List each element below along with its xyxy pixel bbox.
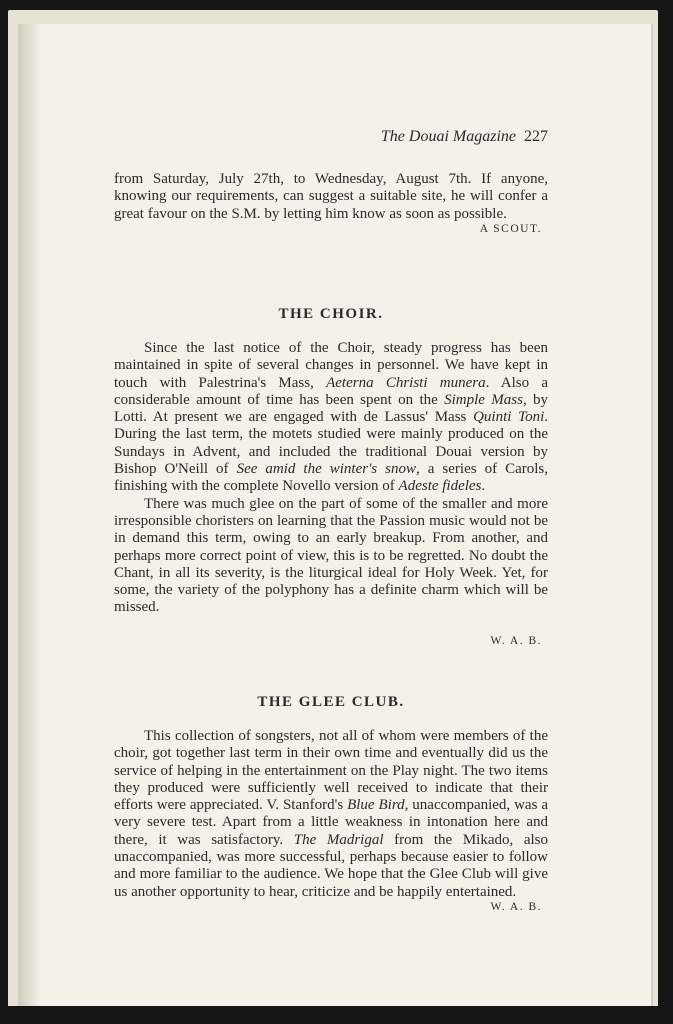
choir-heading: THE CHOIR. [278, 306, 384, 322]
choir-section [114, 340, 548, 649]
choir-signature: W. A. B. [490, 634, 542, 647]
intro-paragraph: from Saturday, July 27th, to Wednesday, August 7th. If anyone, knowing our requirements, can suggest a suitable site, he will confer a great favour on the S.M. by letting him know as soon as possible. [114, 171, 548, 222]
glee-club-heading: THE GLEE CLUB. [257, 694, 405, 710]
glee-club-section [114, 728, 548, 915]
page-number: 227 [524, 128, 548, 145]
intro-signature: A SCOUT. [479, 222, 542, 235]
choir-paragraph-1: Since the last notice of the Choir, steady progress has been maintained in spite of several changes in personnel. We have kept in touch with Palestrina's Mass, Aeterna Christi munera. Also a considerable amount of time has been spent on the Simple Mass, by Lotti. At present we are engaged with de Lassus' Mass Quinti Toni. During the last term, the motets studied were mainly produced on the Sundays in Advent, and included the traditional Douai version by Bishop O'Neill of See amid the winter's snow, a series of Carols, finishing with the complete Novello version of Adeste fideles. [114, 340, 549, 495]
intro-section [114, 171, 548, 237]
page-stack [8, 10, 658, 1010]
page-sheet [18, 24, 651, 1010]
binding-gutter [18, 24, 40, 1010]
choir-paragraph-2: There was much glee on the part of some of the smaller and more irresponsible choristers on learning that the Passion music would not be in demand this term, owing to an early breakup. From another, and perhaps more correct point of view, this is to be regretted. No doubt the Chant, in all its severity, is the liturgical ideal for Holy Week. Yet, for some, the variety of the polyphony has a definite charm which will be missed. [114, 495, 548, 616]
glee-club-paragraph: This collection of songsters, not all of whom were members of the choir, got together last term in their own time and eventually did us the service of helping in the entertainment on the Play night. The two items they produced were sufficiently well received to indicate that their efforts were appreciated. V. Stanford's Blue Bird, unaccompanied, was a very severe test. Apart from a little weakness in intonation here and there, it was satisfactory. The Madrigal from the Mikado, also unaccompanied, was more successful, perhaps because easier to follow and more familiar to the audience. We hope that the Glee Club will give us another opportunity to hear, criticize and be happily entertained. [114, 728, 549, 900]
scan-bottom-edge [0, 1006, 673, 1024]
magazine-title: The Douai Magazine [380, 128, 516, 145]
running-head [114, 127, 548, 147]
glee-club-signature: W. A. B. [490, 900, 542, 913]
